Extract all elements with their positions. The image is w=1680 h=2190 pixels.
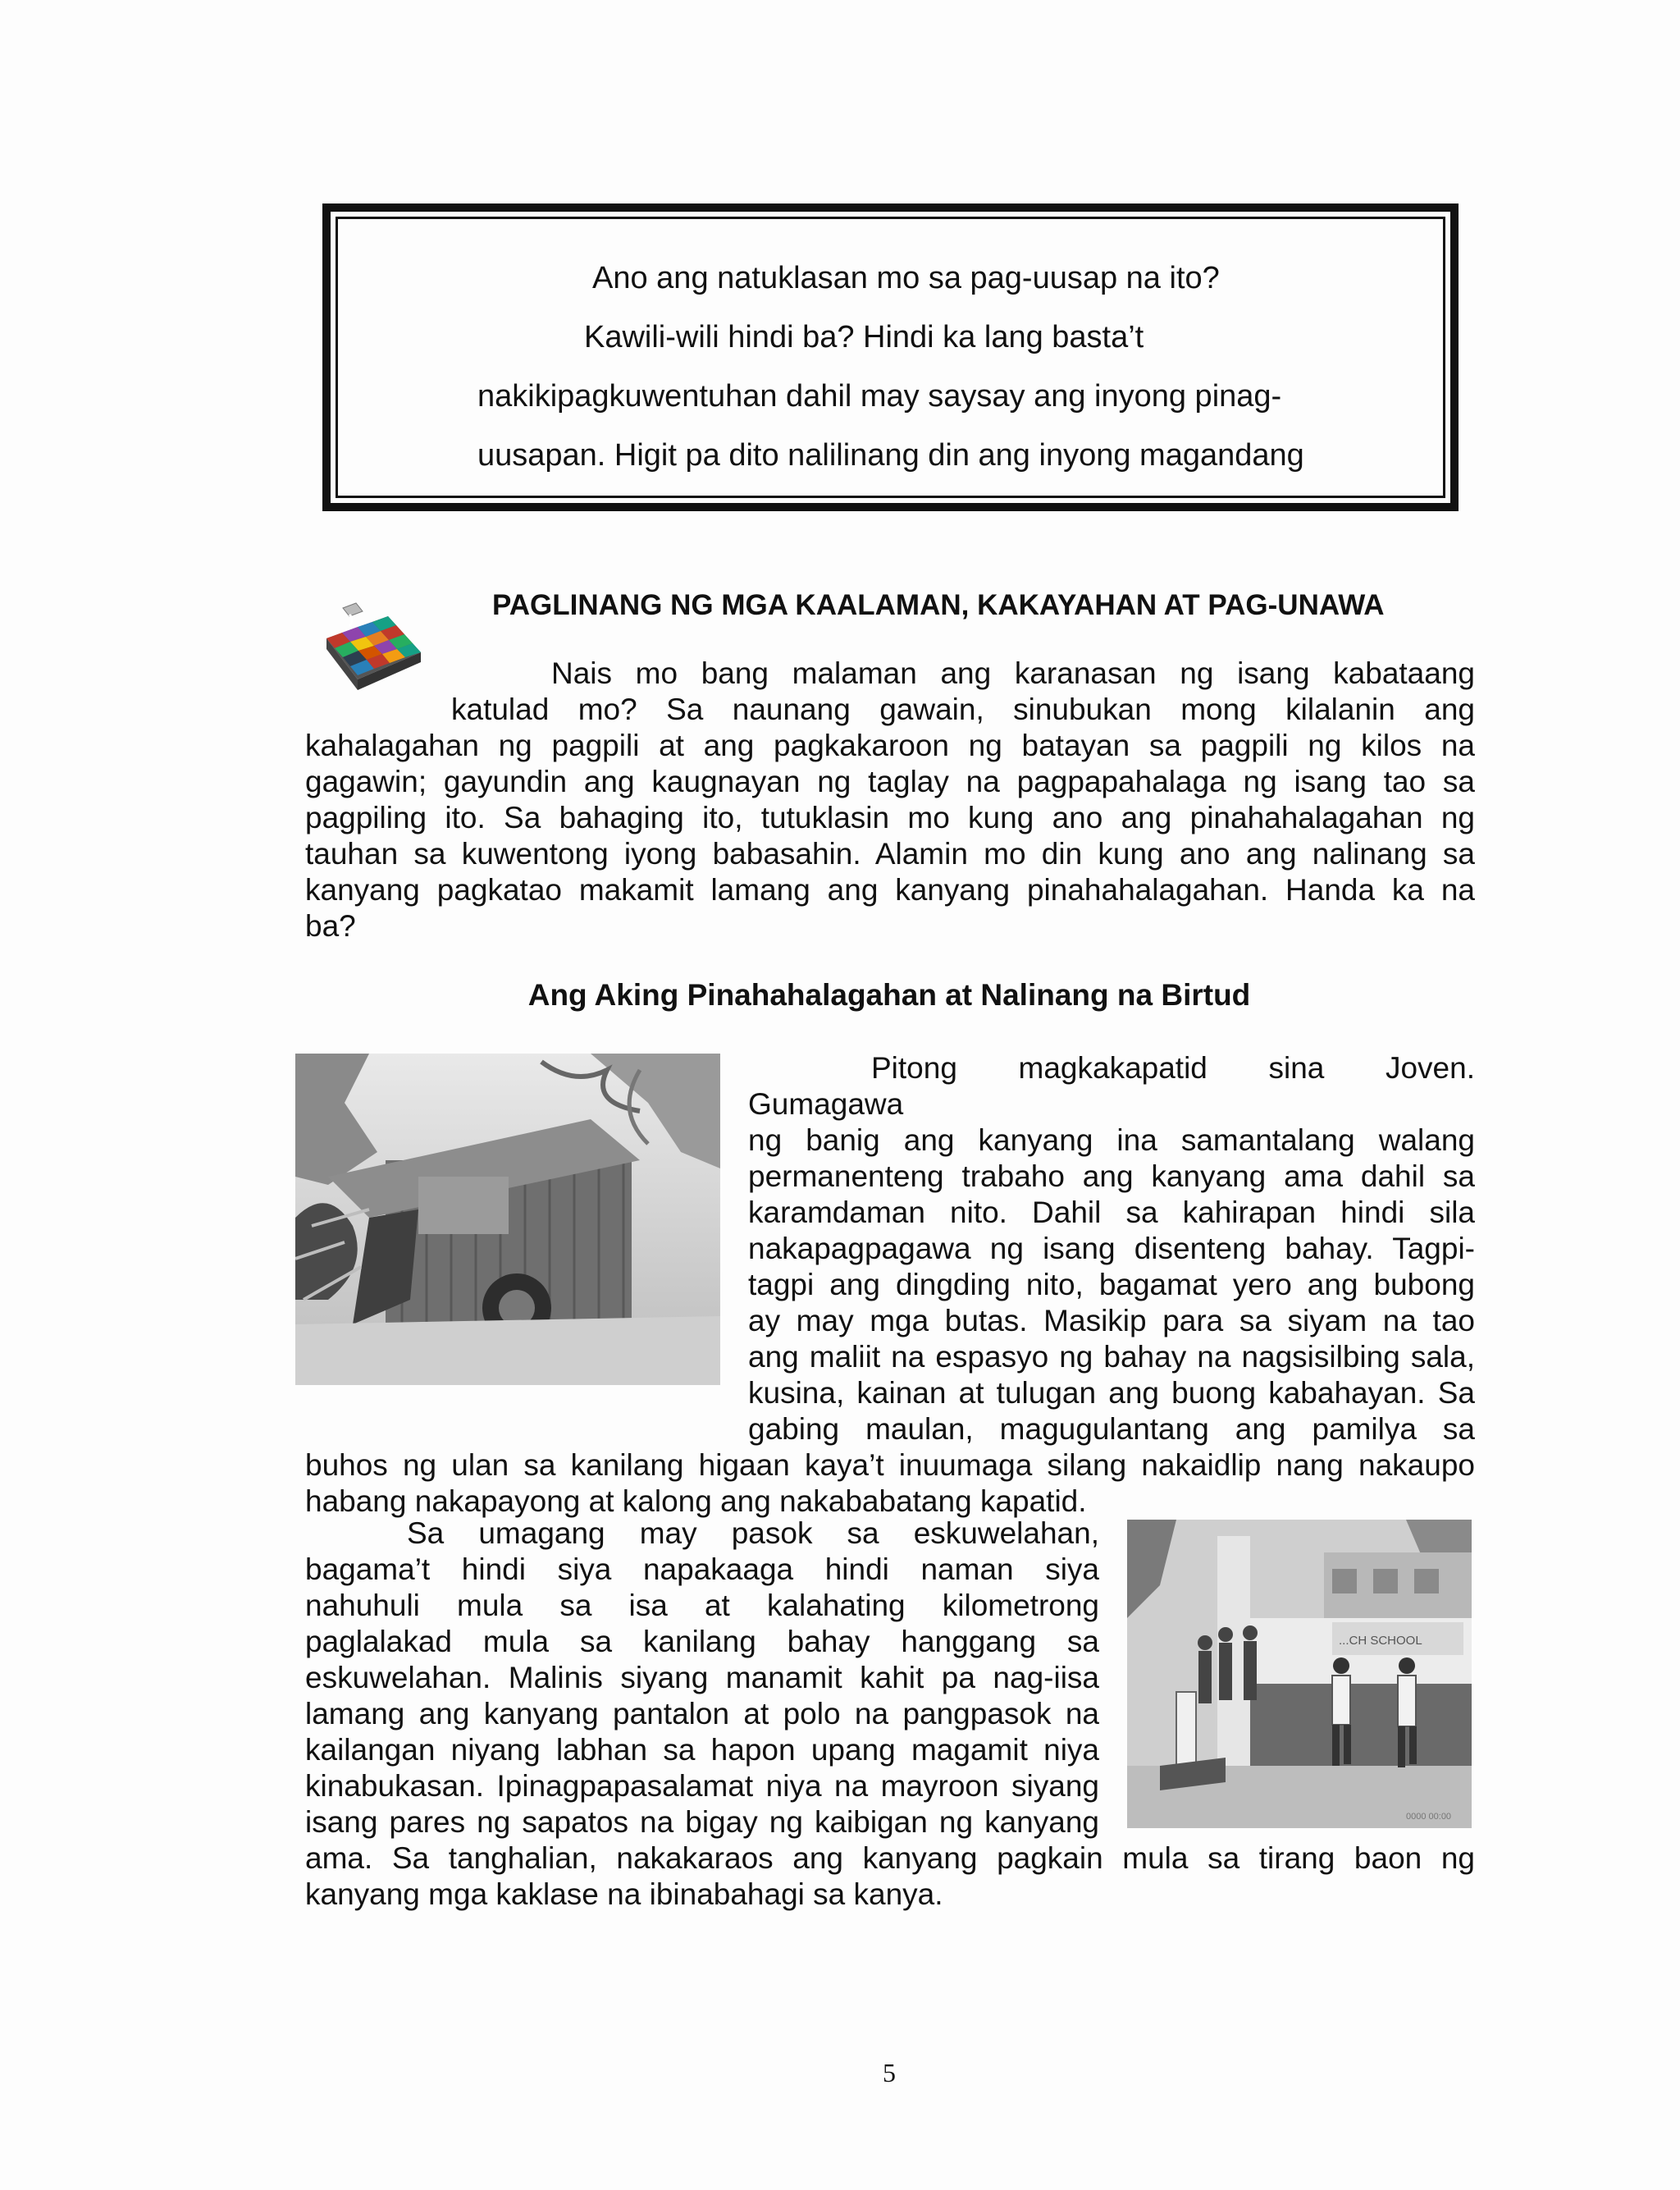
callout-line: Kawili-wili hindi ba? Hindi ka lang basta’t [584, 320, 1144, 354]
text-line: pagpiling ito. Sa bahaging ito, tutuklasin mo kung ano ang pinahahalagahan ng [305, 801, 1475, 834]
text-line: kahalagahan ng pagpili at ang pagkakaroon ng batayan sa pagpili ng kilos na [305, 729, 1475, 762]
text-line: gabing maulan, magugulantang ang pamilya sa [748, 1412, 1475, 1446]
text-line: karamdaman nito. Dahil sa kahirapan hindi sila [748, 1196, 1475, 1229]
text-line: ay may mga butas. Masikip para sa siyam na tao [748, 1304, 1475, 1337]
text-line: gagawin; gayundin ang kaugnayan ng taglay na pagpapahalaga ng isang tao sa [305, 765, 1475, 798]
text-line: Sa umagang may pasok sa eskuwelahan, [407, 1516, 1099, 1550]
text-line: tagpi ang dingding nito, bagamat yero ang bubong [748, 1268, 1475, 1301]
text-line: nakapagpagawa ng isang disenteng bahay. Tagpi- [748, 1232, 1475, 1265]
svg-text:0000 00:00: 0000 00:00 [1406, 1812, 1452, 1822]
text-line: eskuwelahan. Malinis siyang manamit kahit pa nag-iisa [305, 1661, 1099, 1694]
callout-inner [336, 217, 1445, 498]
text-line: permanenteng trabaho ang kanyang ama dahil sa [748, 1159, 1475, 1193]
text-line: ama. Sa tanghalian, nakakaraos ang kanyang pagkain mula sa tirang baon ng [305, 1841, 1475, 1875]
story-paragraph-2 [305, 1516, 1475, 1913]
text-line: kanyang pagkatao makamit lamang ang kanyang pinahahalagahan. Handa ka na [305, 873, 1475, 907]
text-line: kinabukasan. Ipinagpapasalamat niya na mayroon siyang [305, 1769, 1099, 1803]
text-line: ng banig ang kanyang ina samantalang walang [748, 1123, 1475, 1157]
callout-line: nakikipagkuwentuhan dahil may saysay ang inyong pinag- [477, 379, 1282, 414]
text-line: katulad mo? Sa naunang gawain, sinubukan mong kilalanin ang [451, 693, 1475, 726]
text-line: paglalakad mula sa kanilang bahay hanggang sa [305, 1625, 1099, 1658]
text-line: Nais mo bang malaman ang karanasan ng isang kabataang [551, 656, 1475, 690]
text-line: kanyang mga kaklase na ibinabahagi sa kanya. [305, 1877, 943, 1911]
story-paragraph-1 [305, 1050, 1475, 1520]
story-title: Ang Aking Pinahahalagahan at Nalinang na Birtud [527, 978, 1251, 1012]
page-number: 5 [883, 2058, 896, 2087]
text-line: ang maliit na espasyo ng bahay na nagsisilbing sala, [748, 1340, 1475, 1374]
section-heading: PAGLINANG NG MGA KAALAMAN, KAKAYAHAN AT PAG-UNAWA [492, 589, 1385, 621]
text-line: Pitong magkakapatid sina Joven. Gumagawa [748, 1051, 1475, 1121]
callout-box [322, 203, 1459, 511]
school-sign: ...CH SCHOOL [1339, 1634, 1422, 1648]
text-line: kailangan niyang labhan sa hapon upang magamit niya [305, 1733, 1099, 1767]
text-line: buhos ng ulan sa kanilang higaan kaya’t inuumaga silang nakaidlip nang nakaupo [305, 1448, 1475, 1482]
text-line: habang nakapayong at kalong ang nakababatang kapatid. [305, 1484, 1087, 1518]
callout-line: Ano ang natuklasan mo sa pag-uusap na ito? [592, 261, 1220, 295]
text-line: ba? [305, 909, 356, 943]
text-line: isang pares ng sapatos na bigay ng kaibigan ng kanyang [305, 1805, 1099, 1839]
text-line: kusina, kainan at tulugan ang buong kabahayan. Sa [748, 1376, 1475, 1410]
text-line: nahuhuli mula sa isa at kalahating kilometrong [305, 1589, 1099, 1622]
text-line: bagama’t hindi siya napakaaga hindi naman siya [305, 1552, 1099, 1586]
callout-line: uusapan. Higit pa dito nalilinang din ang inyong magandang [477, 438, 1304, 473]
intro-paragraph [305, 656, 1475, 944]
text-line: tauhan sa kuwentong iyong babasahin. Alamin mo din kung ano ang nalinang sa [305, 837, 1475, 871]
text-line: lamang ang kanyang pantalon at polo na pangpasok na [305, 1697, 1099, 1731]
